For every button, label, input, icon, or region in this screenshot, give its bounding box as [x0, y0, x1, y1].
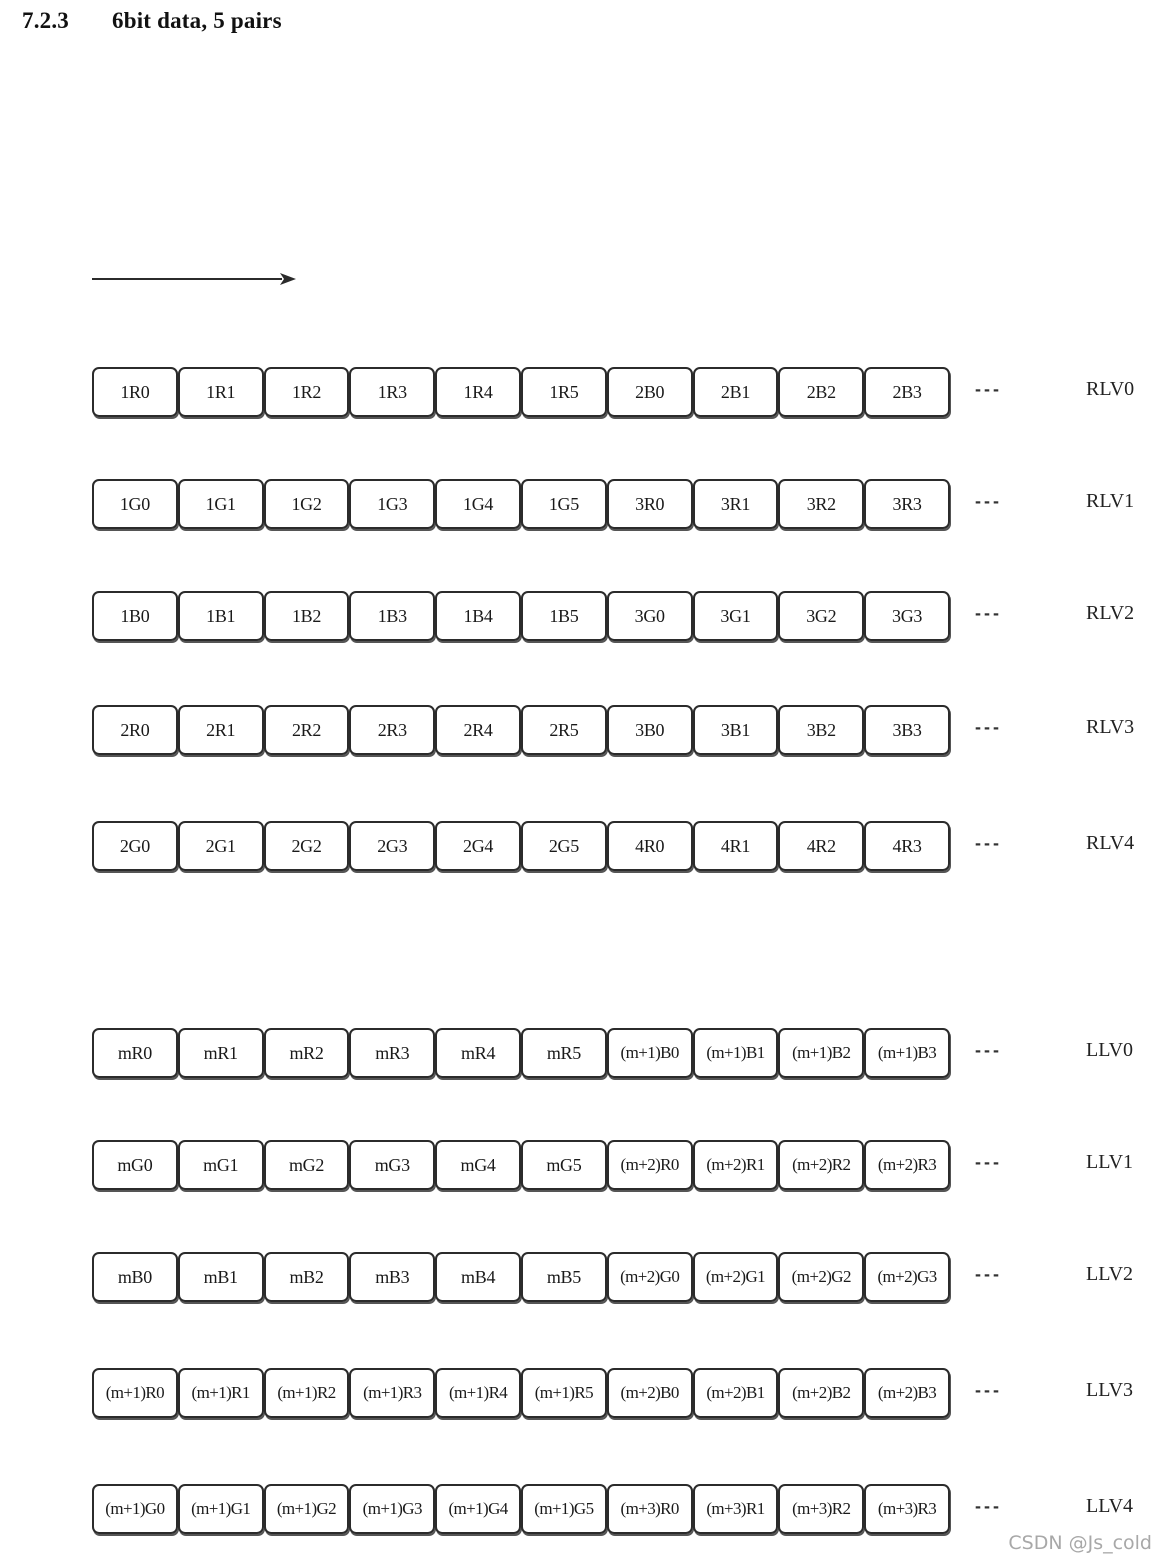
lane-cells — [92, 1252, 950, 1302]
bit-cell: (m+1)R3 — [349, 1368, 435, 1418]
bit-cell: (m+1)R1 — [178, 1368, 264, 1418]
bit-cell: 2R2 — [264, 705, 350, 755]
lane-label: RLV4 — [1086, 832, 1135, 854]
bit-cell: 4R2 — [778, 821, 864, 871]
continuation-ellipsis: --- — [975, 491, 1002, 511]
bit-cell: 3B3 — [864, 705, 950, 755]
bit-cell: (m+1)B2 — [778, 1028, 864, 1078]
bit-cell: 3R0 — [607, 479, 693, 529]
bit-cell: 1B4 — [435, 591, 521, 641]
bit-cell: (m+1)G4 — [435, 1484, 521, 1534]
bit-cell: 1R1 — [178, 367, 264, 417]
lane-row — [92, 1140, 1148, 1190]
bit-cell: 1G3 — [349, 479, 435, 529]
continuation-ellipsis: --- — [975, 833, 1002, 853]
bit-cell: 2B3 — [864, 367, 950, 417]
bit-cell: (m+1)B1 — [693, 1028, 779, 1078]
bit-cell: 1R5 — [521, 367, 607, 417]
lane-cells — [92, 1368, 950, 1418]
bit-cell: 3B0 — [607, 705, 693, 755]
bit-cell: (m+1)G2 — [264, 1484, 350, 1534]
bit-cell: 1G4 — [435, 479, 521, 529]
lane-cells — [92, 1484, 950, 1534]
bit-cell: (m+2)B0 — [607, 1368, 693, 1418]
bit-cell: (m+2)R2 — [778, 1140, 864, 1190]
lane-row — [92, 367, 1148, 417]
lane-row — [92, 1028, 1148, 1078]
bit-cell: (m+1)G3 — [349, 1484, 435, 1534]
bit-cell: 2R4 — [435, 705, 521, 755]
bit-cell: 1R2 — [264, 367, 350, 417]
bit-cell: mB0 — [92, 1252, 178, 1302]
bit-cell: 2B1 — [693, 367, 779, 417]
continuation-ellipsis: --- — [975, 603, 1002, 623]
continuation-ellipsis: --- — [975, 717, 1002, 737]
bit-cell: 3G3 — [864, 591, 950, 641]
bit-cell: (m+2)G1 — [693, 1252, 779, 1302]
lane-row — [92, 821, 1148, 871]
lane-label: LLV3 — [1086, 1379, 1134, 1401]
bit-cell: (m+1)B3 — [864, 1028, 950, 1078]
watermark: CSDN @Js_cold — [1008, 1532, 1152, 1554]
bit-cell: 2B0 — [607, 367, 693, 417]
lane-cells — [92, 1140, 950, 1190]
bit-cell: 2G0 — [92, 821, 178, 871]
bit-cell: (m+1)R2 — [264, 1368, 350, 1418]
lane-cells — [92, 821, 950, 871]
lane-label: RLV3 — [1086, 716, 1135, 738]
bit-cell: (m+1)R5 — [521, 1368, 607, 1418]
lane-row — [92, 1484, 1148, 1534]
bit-cell: 3B1 — [693, 705, 779, 755]
bit-cell: (m+3)R3 — [864, 1484, 950, 1534]
lane-row — [92, 1252, 1148, 1302]
bit-cell: (m+1)G0 — [92, 1484, 178, 1534]
bit-cell: 2B2 — [778, 367, 864, 417]
bit-cell: 2R1 — [178, 705, 264, 755]
bit-cell: 2G4 — [435, 821, 521, 871]
lane-label: RLV0 — [1086, 378, 1135, 400]
bit-cell: mB4 — [435, 1252, 521, 1302]
bit-cell: (m+1)R4 — [435, 1368, 521, 1418]
bit-cell: mR3 — [349, 1028, 435, 1078]
bit-cell: 1B3 — [349, 591, 435, 641]
direction-arrow-icon — [92, 270, 298, 288]
bit-cell: 1B5 — [521, 591, 607, 641]
bit-cell: mB5 — [521, 1252, 607, 1302]
bit-cell: (m+1)G5 — [521, 1484, 607, 1534]
lane-cells — [92, 591, 950, 641]
bit-cell: (m+2)G2 — [778, 1252, 864, 1302]
bit-cell: 1G1 — [178, 479, 264, 529]
lane-label: LLV1 — [1086, 1151, 1134, 1173]
continuation-ellipsis: --- — [975, 1380, 1002, 1400]
continuation-ellipsis: --- — [975, 1040, 1002, 1060]
bit-cell: (m+2)G0 — [607, 1252, 693, 1302]
bit-cell: mR2 — [264, 1028, 350, 1078]
bit-cell: 2R0 — [92, 705, 178, 755]
bit-cell: 1R4 — [435, 367, 521, 417]
bit-cell: mG0 — [92, 1140, 178, 1190]
bit-cell: 1G5 — [521, 479, 607, 529]
bit-cell: 1B2 — [264, 591, 350, 641]
lane-row — [92, 591, 1148, 641]
bit-cell: 4R3 — [864, 821, 950, 871]
section-title: 6bit data, 5 pairs — [112, 8, 282, 33]
bit-cell: 1R3 — [349, 367, 435, 417]
bit-cell: (m+2)B2 — [778, 1368, 864, 1418]
bit-cell: mG1 — [178, 1140, 264, 1190]
bit-cell: 1R0 — [92, 367, 178, 417]
bit-cell: 2R3 — [349, 705, 435, 755]
section-heading — [22, 8, 282, 34]
lane-cells — [92, 705, 950, 755]
bit-cell: (m+1)B0 — [607, 1028, 693, 1078]
bit-cell: mB1 — [178, 1252, 264, 1302]
bit-cell: 3G0 — [607, 591, 693, 641]
bit-cell: 2G2 — [264, 821, 350, 871]
bit-cell: (m+3)R2 — [778, 1484, 864, 1534]
bit-cell: mB2 — [264, 1252, 350, 1302]
bit-cell: mR0 — [92, 1028, 178, 1078]
bit-cell: mR1 — [178, 1028, 264, 1078]
lane-cells — [92, 367, 950, 417]
bit-cell: 3R3 — [864, 479, 950, 529]
bit-cell: 3R1 — [693, 479, 779, 529]
bit-cell: 3B2 — [778, 705, 864, 755]
bit-cell: (m+1)R0 — [92, 1368, 178, 1418]
bit-cell: (m+2)R3 — [864, 1140, 950, 1190]
bit-cell: mG5 — [521, 1140, 607, 1190]
continuation-ellipsis: --- — [975, 1264, 1002, 1284]
bit-cell: (m+2)B3 — [864, 1368, 950, 1418]
lane-row — [92, 479, 1148, 529]
bit-cell: mG4 — [435, 1140, 521, 1190]
bit-cell: 1B0 — [92, 591, 178, 641]
bit-cell: 1G0 — [92, 479, 178, 529]
lane-label: LLV0 — [1086, 1039, 1134, 1061]
bit-cell: 3R2 — [778, 479, 864, 529]
bit-cell: (m+1)G1 — [178, 1484, 264, 1534]
lane-cells — [92, 479, 950, 529]
bit-cell: (m+2)G3 — [864, 1252, 950, 1302]
lane-row — [92, 705, 1148, 755]
bit-cell: 4R0 — [607, 821, 693, 871]
bit-cell: 4R1 — [693, 821, 779, 871]
bit-cell: 2G1 — [178, 821, 264, 871]
lane-label: RLV2 — [1086, 602, 1135, 624]
bit-cell: (m+3)R1 — [693, 1484, 779, 1534]
section-number: 7.2.3 — [22, 8, 69, 33]
bit-cell: mR5 — [521, 1028, 607, 1078]
bit-cell: 2G3 — [349, 821, 435, 871]
bit-cell: 2G5 — [521, 821, 607, 871]
bit-cell: 1B1 — [178, 591, 264, 641]
bit-cell: mB3 — [349, 1252, 435, 1302]
bit-cell: 3G1 — [693, 591, 779, 641]
bit-cell: mG3 — [349, 1140, 435, 1190]
continuation-ellipsis: --- — [975, 379, 1002, 399]
bit-cell: (m+2)R1 — [693, 1140, 779, 1190]
lane-label: RLV1 — [1086, 490, 1135, 512]
bit-cell: 1G2 — [264, 479, 350, 529]
bit-cell: mR4 — [435, 1028, 521, 1078]
lane-label: LLV2 — [1086, 1263, 1134, 1285]
bit-cell: (m+2)R0 — [607, 1140, 693, 1190]
lane-label: LLV4 — [1086, 1495, 1134, 1517]
bit-cell: mG2 — [264, 1140, 350, 1190]
bit-cell: (m+2)B1 — [693, 1368, 779, 1418]
continuation-ellipsis: --- — [975, 1152, 1002, 1172]
bit-cell: 3G2 — [778, 591, 864, 641]
lane-row — [92, 1368, 1148, 1418]
bit-cell: 2R5 — [521, 705, 607, 755]
continuation-ellipsis: --- — [975, 1496, 1002, 1516]
lane-cells — [92, 1028, 950, 1078]
bit-cell: (m+3)R0 — [607, 1484, 693, 1534]
